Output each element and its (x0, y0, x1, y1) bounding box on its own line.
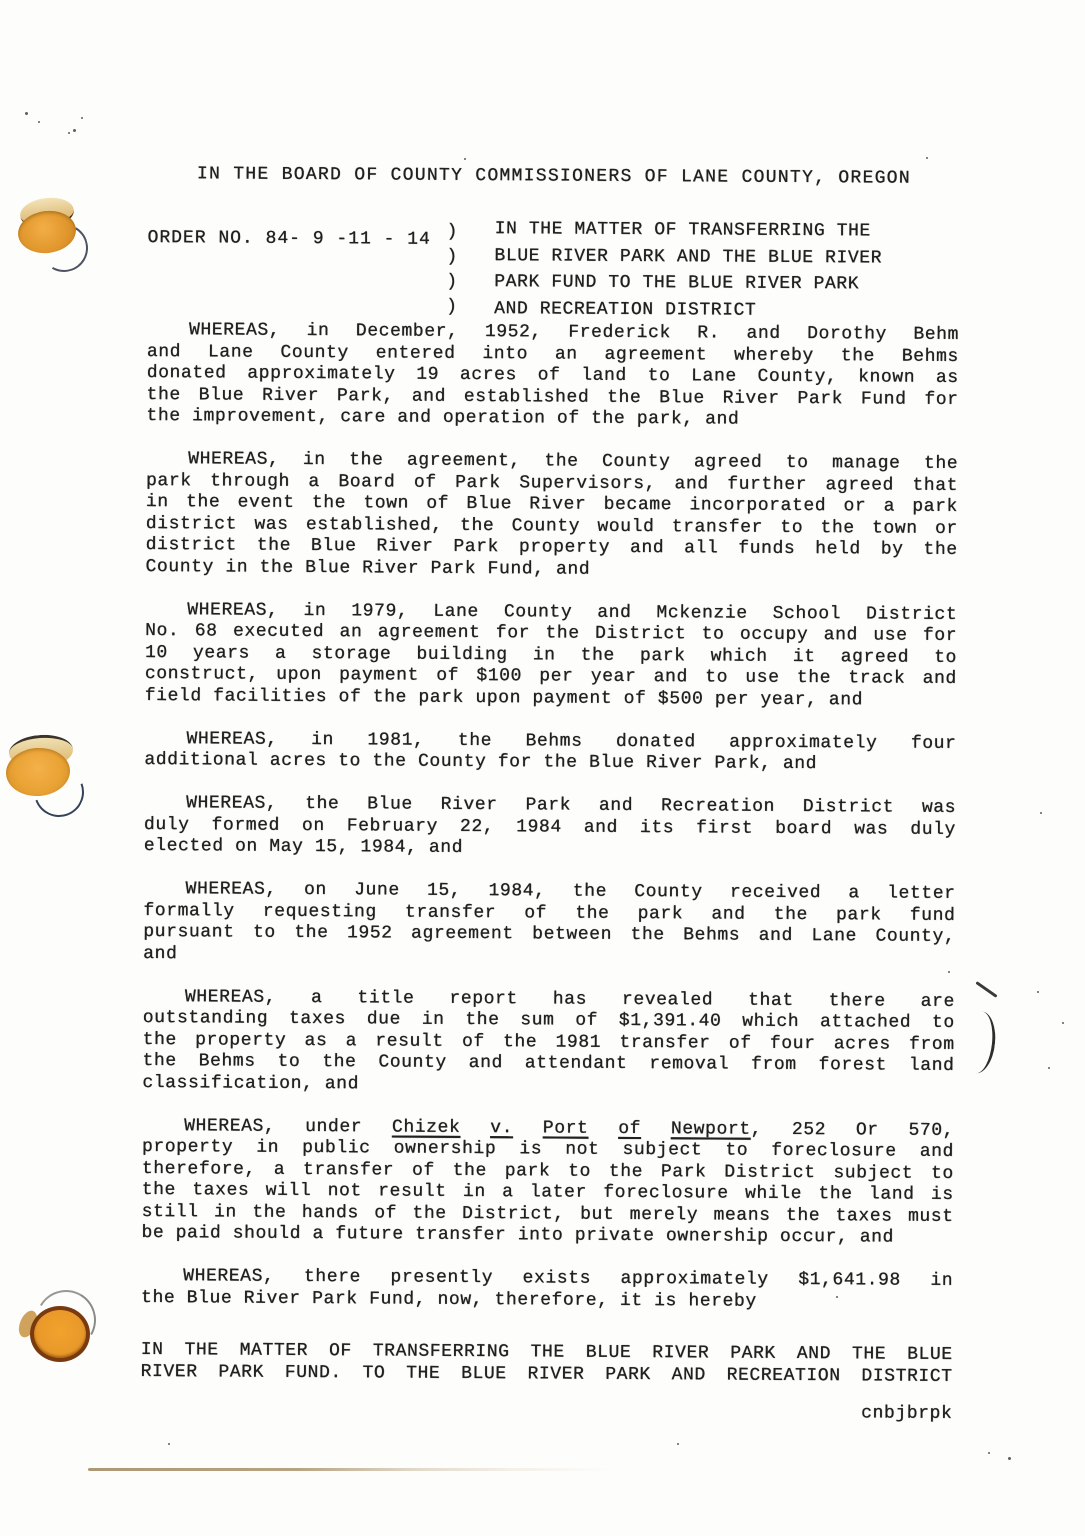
order-caption (494, 216, 935, 325)
text-line: park through a Board of Park Supervisors, and further agreed that (145, 470, 959, 496)
caption-bracket: ) (446, 296, 458, 317)
ink-speck (677, 1443, 679, 1445)
file-code: cnbjbrpk (861, 1403, 953, 1424)
text-line: the Behms to the County and attendant removal from forest land (142, 1050, 955, 1076)
order-caption-line: BLUE RIVER PARK AND THE BLUE RIVER (494, 245, 883, 268)
text-line: additional acres to the County for the Blue River Park, and (144, 749, 818, 775)
text-line: 10 years a storage building in the park which it agreed to (144, 642, 958, 668)
case-citation: of (618, 1118, 642, 1139)
text-line: WHEREAS, the Blue River Park and Recreation District was (186, 793, 957, 818)
text-line: the improvement, care and operation of the park, and (146, 405, 740, 430)
handwritten-curved-stroke (973, 1011, 998, 1075)
caption-bracket: ) (446, 246, 458, 267)
caption-bracket-column (446, 220, 458, 320)
ink-speck (81, 117, 83, 119)
ink-speck (836, 1296, 838, 1298)
text-line: construct, upon payment of $100 per year and to use the track and (144, 663, 957, 689)
whereas-paragraph (145, 449, 958, 583)
text-line: pursuant to the 1952 agreement between the Behms and Lane County, (143, 921, 956, 947)
text-line: WHEREAS, a title report has revealed that there are (184, 986, 955, 1012)
text-line: field facilities of the park upon payment of $500 per year, and (144, 685, 864, 710)
text-line: be paid should a future transfer into private ownership occur, and (141, 1222, 895, 1248)
text-line: WHEREAS, on June 15, 1984, the County received a letter (185, 879, 956, 904)
text-line: therefore, a transfer of the park to the Park District subject to (141, 1158, 954, 1184)
caption-bracket: ) (446, 271, 458, 292)
text-line: and (143, 943, 178, 964)
text-line: formally requesting transfer of the park and the park fund (143, 900, 956, 926)
case-citation: Newport (670, 1118, 751, 1140)
ink-speck (168, 1443, 170, 1445)
brass-fastener-top (14, 196, 90, 276)
text-line: district was established, the County would transfer to the town or (145, 513, 958, 539)
text-line: duly formed on February 22, 1984 and its first board was duly (143, 814, 957, 840)
ink-speck (926, 157, 928, 159)
text-line: still in the hands of the District, but merely means the taxes must (141, 1201, 954, 1227)
text-line: WHEREAS, in December, 1952, Frederick R. and Dorothy Behm (188, 320, 960, 345)
text-line: WHEREAS, in 1981, the Behms donated approximately four (186, 728, 957, 754)
text-line: County in the Blue River Park Fund, and (145, 556, 591, 580)
ink-speck (1048, 1067, 1050, 1069)
handwritten-tick-mark (975, 981, 997, 998)
paragraph-stack (141, 320, 959, 1314)
text-line: in the event the town of Blue River became incorporated or a park (145, 491, 958, 517)
text-line: and Lane County entered into an agreement whereby the Behms (146, 341, 959, 367)
caption-bracket: ) (446, 221, 459, 242)
whereas-paragraph (144, 728, 956, 776)
ink-speck (464, 158, 466, 160)
text-line: donated approximately 19 acres of land to Lane County, known as (146, 362, 959, 388)
court-header: IN THE BOARD OF COUNTY COMMISSIONERS OF LANE COUNTY, OREGON (196, 164, 911, 189)
ink-speck (1008, 1457, 1011, 1460)
typewritten-content (140, 163, 960, 1425)
whereas-paragraph (141, 1115, 954, 1249)
text-line: WHEREAS, under Chizek v. Port of Newport, 252 Or 570, (184, 1115, 955, 1141)
whereas-paragraph (146, 320, 959, 432)
text-line: elected on May 15, 1984, and (143, 835, 464, 858)
brass-fastener-bottom (22, 1292, 98, 1372)
ink-speck (73, 129, 76, 132)
closing-caption-line: RIVER PARK FUND. TO THE BLUE RIVER PARK AND RECREATION DISTRICT (140, 1361, 953, 1387)
text-line: WHEREAS, there presently exists approximately $1,641.98 in (183, 1266, 954, 1291)
case-citation: v. (490, 1117, 514, 1138)
case-citation: Chizek (391, 1117, 461, 1138)
order-caption-line: PARK FUND TO THE BLUE RIVER PARK (494, 272, 860, 295)
ink-speck (1040, 812, 1042, 814)
brass-fastener-middle (6, 735, 82, 815)
order-caption-block (147, 214, 960, 325)
text-line: WHEREAS, in the agreement, the County agreed to manage the (188, 449, 959, 474)
ink-speck (38, 121, 40, 123)
text-line: the taxes will not result in a later foreclosure while the land is (141, 1179, 954, 1205)
whereas-paragraph (141, 1266, 953, 1314)
ink-speck (25, 112, 28, 115)
closing-caption-line: IN THE MATTER OF TRANSFERRING THE BLUE RIVER PARK AND THE BLUE (140, 1339, 953, 1365)
case-citation: Port (542, 1117, 589, 1139)
fastener-head (30, 1306, 90, 1362)
text-line: property in public ownership is not subject to foreclosure and (141, 1136, 955, 1162)
whereas-paragraph (144, 793, 956, 862)
order-caption-line: AND RECREATION DISTRICT (494, 298, 757, 321)
ink-speck (68, 132, 70, 134)
stain-line (88, 1468, 613, 1471)
whereas-paragraph (143, 879, 956, 970)
text-line: the Blue River Park, and established the Blue River Park Fund for (146, 384, 959, 410)
order-number: ORDER NO. 84- 9 -11 - 14 (147, 227, 431, 250)
text-line: the Blue River Park Fund, now, therefore, it is hereby (141, 1287, 757, 1312)
ink-speck (988, 1452, 990, 1454)
text-line: classification, and (142, 1072, 360, 1094)
closing-caption (141, 1340, 953, 1388)
ink-speck (948, 971, 950, 973)
text-line: No. 68 executed an agreement for the District to occupy and use for (145, 620, 958, 646)
order-caption-line: IN THE MATTER OF TRANSFERRING THE (494, 219, 871, 242)
whereas-paragraph (142, 986, 955, 1098)
text-line: WHEREAS, in 1979, Lane County and Mckenzie School District (187, 599, 958, 625)
text-line: district the Blue River Park property and all funds held by the (145, 534, 958, 560)
whereas-paragraph (145, 599, 958, 711)
ink-speck (1037, 991, 1039, 993)
text-line: outstanding taxes due in the sum of $1,391.40 which attached to (142, 1007, 955, 1033)
text-line: the property as a result of the 1981 transfer of four acres from (142, 1029, 955, 1055)
ink-speck (1062, 1022, 1064, 1024)
